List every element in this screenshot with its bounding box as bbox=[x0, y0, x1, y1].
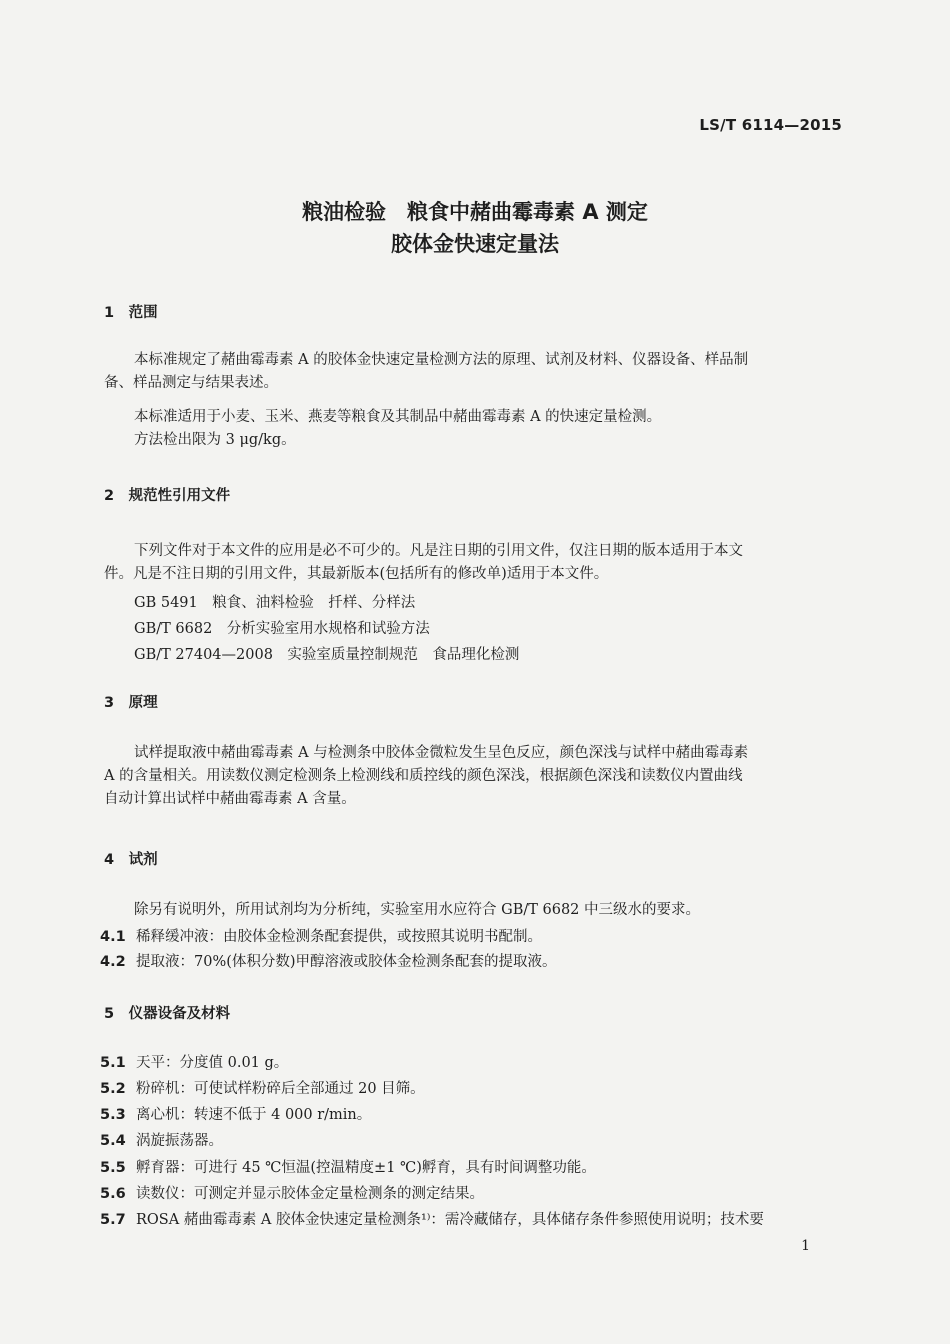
reference-gbt6682: GB/T 6682 分析实验室用水规格和试验方法 bbox=[134, 621, 430, 637]
section-4-heading: 4 试剂 bbox=[104, 852, 158, 868]
section-3-line2: A 的含量相关。用读数仪测定检测条上检测线和质控线的颜色深浅，根据颜色深浅和读数仪内置曲线 bbox=[104, 768, 743, 784]
section-1-para1-line1: 本标准规定了赭曲霉毒素 A 的胶体金快速定量检测方法的原理、试剂及材料、仪器设备、样品制 bbox=[134, 352, 749, 368]
clause-5-2 bbox=[100, 1077, 425, 1098]
reference-gb5491: GB 5491 粮食、油料检验 扦样、分样法 bbox=[134, 595, 416, 611]
clause-number: 5.1 bbox=[100, 1055, 126, 1071]
section-1-paragraph-2 bbox=[104, 406, 834, 429]
section-1-para1-line2: 备、样品测定与结果表述。 bbox=[104, 375, 278, 391]
clause-5-6 bbox=[100, 1182, 484, 1203]
section-3-heading: 3 原理 bbox=[104, 695, 158, 711]
section-1-heading: 1 范围 bbox=[104, 305, 158, 321]
section-1-paragraph-3 bbox=[104, 429, 834, 452]
section-2-heading: 2 规范性引用文件 bbox=[104, 488, 231, 504]
clause-text: 粉碎机：可使试样粉碎后全部通过 20 目筛。 bbox=[136, 1081, 425, 1097]
clause-number: 5.5 bbox=[100, 1160, 126, 1176]
clause-text: 读数仪：可测定并显示胶体金定量检测条的测定结果。 bbox=[136, 1186, 484, 1202]
clause-number: 5.4 bbox=[100, 1133, 126, 1149]
section-4-intro bbox=[104, 899, 834, 922]
section-3-line3: 自动计算出试样中赭曲霉毒素 A 含量。 bbox=[104, 791, 356, 807]
clause-number: 4.2 bbox=[100, 954, 126, 970]
clause-text: 天平：分度值 0.01 g。 bbox=[136, 1055, 289, 1071]
page-number: 1 bbox=[801, 1238, 810, 1254]
clause-4-2 bbox=[100, 950, 557, 971]
clause-text: 稀释缓冲液：由胶体金检测条配套提供，或按照其说明书配制。 bbox=[136, 929, 542, 945]
section-3-line1: 试样提取液中赭曲霉毒素 A 与检测条中胶体金微粒发生呈色反应，颜色深浅与试样中赭曲霉毒素 bbox=[134, 745, 749, 761]
clause-text: ROSA 赭曲霉毒素 A 胶体金快速定量检测条¹⁾：需冷藏储存，具体储存条件参照使用说明；技术要 bbox=[136, 1212, 764, 1228]
section-1-paragraph-1 bbox=[104, 349, 834, 395]
section-4-intro-text: 除另有说明外，所用试剂均为分析纯，实验室用水应符合 GB/T 6682 中三级水的要求。 bbox=[134, 902, 701, 918]
standard-code: LS/T 6114—2015 bbox=[699, 116, 842, 134]
clause-5-1 bbox=[100, 1051, 288, 1072]
section-1-para2-text: 本标准适用于小麦、玉米、燕麦等粮食及其制品中赭曲霉毒素 A 的快速定量检测。 bbox=[134, 409, 662, 425]
clause-number: 5.7 bbox=[100, 1212, 126, 1228]
document-title-line-2: 胶体金快速定量法 bbox=[391, 232, 559, 256]
clause-4-1 bbox=[100, 925, 542, 946]
clause-text: 涡旋振荡器。 bbox=[136, 1133, 223, 1149]
section-2-para-line1: 下列文件对于本文件的应用是必不可少的。凡是注日期的引用文件，仅注日期的版本适用于本文 bbox=[134, 543, 743, 559]
clause-5-5 bbox=[100, 1156, 596, 1177]
section-2-para-line2: 件。凡是不注日期的引用文件，其最新版本(包括所有的修改单)适用于本文件。 bbox=[104, 566, 609, 582]
clause-text: 孵育器：可进行 45 ℃恒温(控温精度±1 ℃)孵育，具有时间调整功能。 bbox=[136, 1160, 596, 1176]
clause-5-3 bbox=[100, 1103, 371, 1124]
clause-number: 4.1 bbox=[100, 929, 126, 945]
section-3-paragraph bbox=[104, 742, 834, 811]
clause-number: 5.6 bbox=[100, 1186, 126, 1202]
document-title-line-1: 粮油检验 粮食中赭曲霉毒素 A 测定 bbox=[302, 200, 648, 224]
reference-gbt27404: GB/T 27404—2008 实验室质量控制规范 食品理化检测 bbox=[134, 647, 520, 663]
clause-text: 提取液：70%(体积分数)甲醇溶液或胶体金检测条配套的提取液。 bbox=[136, 954, 557, 970]
section-1-para3-text: 方法检出限为 3 μg/kg。 bbox=[134, 432, 296, 448]
clause-5-7 bbox=[100, 1208, 764, 1229]
section-2-paragraph bbox=[104, 540, 834, 586]
clause-number: 5.2 bbox=[100, 1081, 126, 1097]
section-5-heading: 5 仪器设备及材料 bbox=[104, 1006, 231, 1022]
clause-text: 离心机：转速不低于 4 000 r/min。 bbox=[136, 1107, 372, 1123]
clause-number: 5.3 bbox=[100, 1107, 126, 1123]
clause-5-4 bbox=[100, 1129, 223, 1150]
